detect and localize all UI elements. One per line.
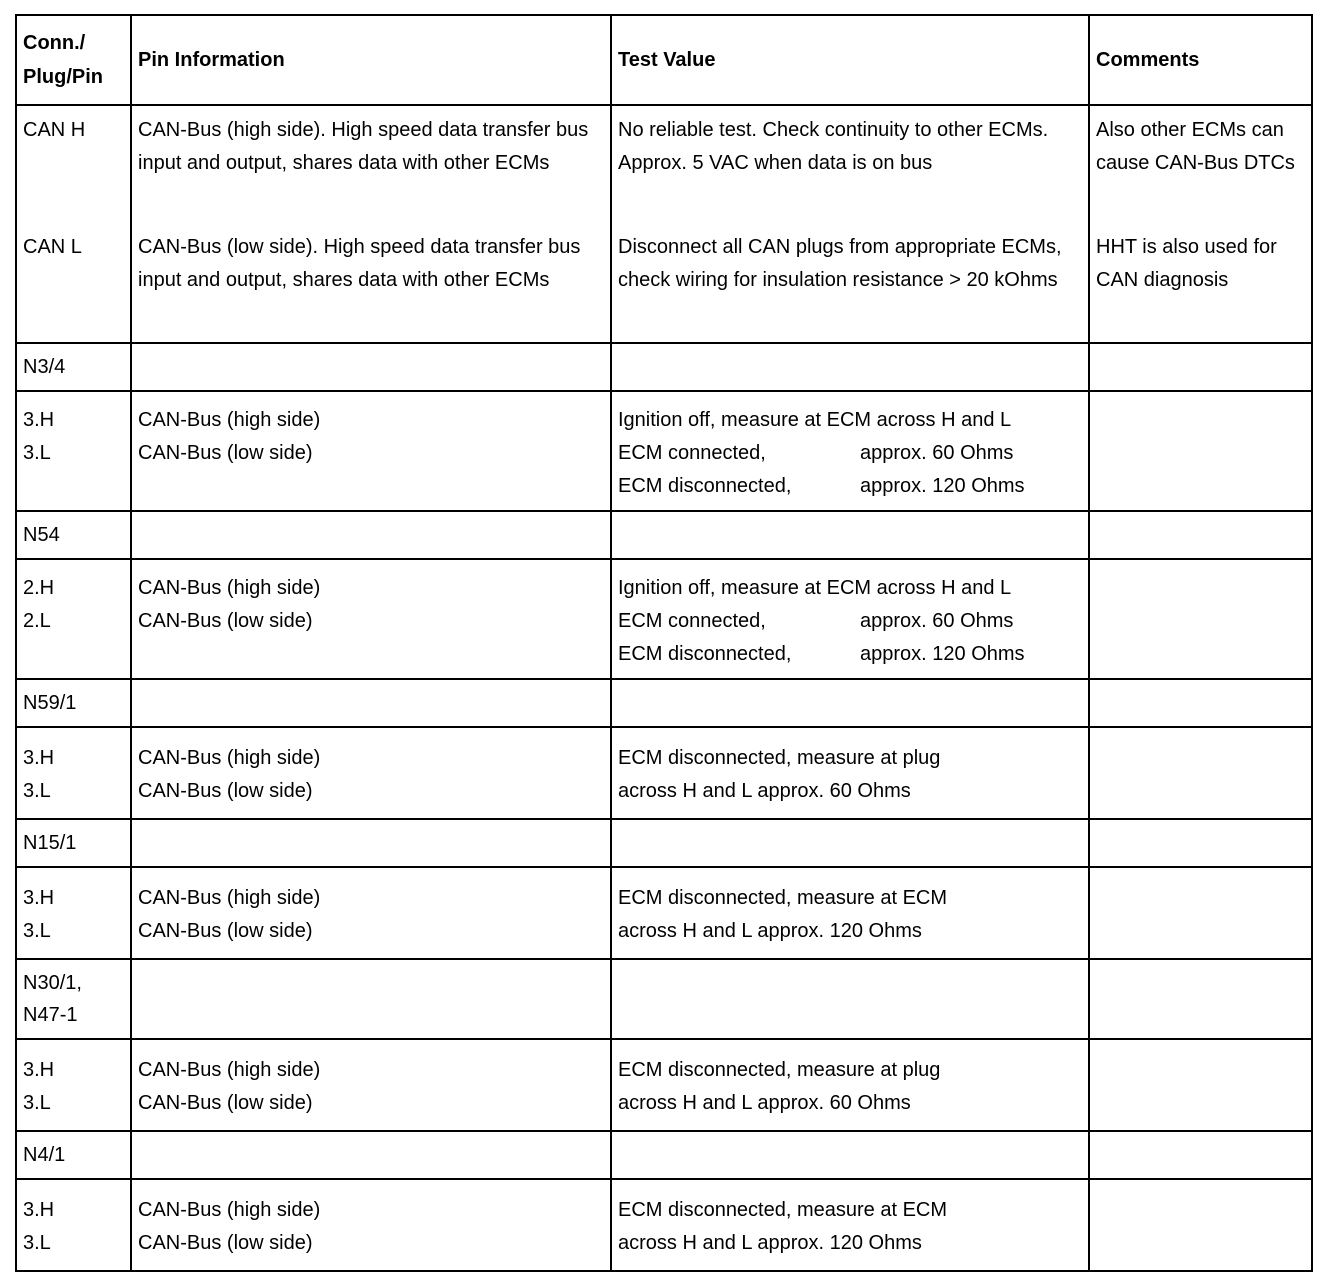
test-can-l: Disconnect all CAN plugs from appropriate ECMs, check wiring for insulation resistance > 20 kOhms: [618, 236, 1062, 291]
test-cell: [611, 1179, 1089, 1271]
connector-label: N59/1: [16, 679, 131, 727]
can-bus-row: [16, 105, 1312, 343]
pin-h: 2.H: [23, 577, 55, 599]
connector-row: [16, 679, 1312, 727]
pin-pair-row: [16, 727, 1312, 819]
pin-l: 2.L: [23, 610, 51, 632]
test-value: approx. 120 Ohms: [860, 475, 1025, 497]
test-line: across H and L approx. 120 Ohms: [618, 1232, 922, 1254]
info-low: CAN-Bus (low side): [138, 1092, 313, 1114]
test-line: across H and L approx. 60 Ohms: [618, 780, 911, 802]
comment-cell: [1089, 105, 1312, 343]
test-cell: [611, 867, 1089, 959]
connector-row: [16, 819, 1312, 867]
connector-label: N30/1, N47-1: [16, 959, 131, 1039]
pin-pair-row: [16, 559, 1312, 679]
pin-l: 3.L: [23, 442, 51, 464]
pin-l: 3.L: [23, 780, 51, 802]
pin-cell: [16, 1179, 131, 1271]
pin-cell: [16, 391, 131, 511]
connector-row: [16, 343, 1312, 391]
info-cell: [131, 727, 611, 819]
pin-h: 3.H: [23, 1059, 55, 1081]
test-line: across H and L approx. 120 Ohms: [618, 920, 922, 942]
test-cell: [611, 391, 1089, 511]
pin-pair-row: [16, 867, 1312, 959]
test-line: ECM disconnected, measure at ECM: [618, 887, 948, 909]
info-low: CAN-Bus (low side): [138, 610, 313, 632]
connector-row: [16, 1131, 1312, 1179]
connector-label: N15/1: [16, 819, 131, 867]
test-value: approx. 60 Ohms: [860, 610, 1014, 632]
info-high: CAN-Bus (high side): [138, 409, 321, 431]
header-test-value: Test Value: [611, 15, 1089, 105]
info-cell: [131, 1179, 611, 1271]
test-line: ECM disconnected, measure at plug: [618, 1059, 941, 1081]
test-label: ECM connected,: [618, 610, 766, 632]
test-cell: [611, 105, 1089, 343]
pin-h: 3.H: [23, 1199, 55, 1221]
test-cell: [611, 1039, 1089, 1131]
header-row: [16, 15, 1312, 105]
info-cell: [131, 1039, 611, 1131]
info-low: CAN-Bus (low side): [138, 1232, 313, 1254]
pin-pair-row: [16, 391, 1312, 511]
test-line: across H and L approx. 60 Ohms: [618, 1092, 911, 1114]
info-low: CAN-Bus (low side): [138, 442, 313, 464]
header-comments: Comments: [1089, 15, 1312, 105]
pin-can-h: CAN H: [23, 119, 86, 141]
pin-cell: [16, 559, 131, 679]
pin-h: 3.H: [23, 887, 55, 909]
info-high: CAN-Bus (high side): [138, 1199, 321, 1221]
test-value: approx. 120 Ohms: [860, 643, 1025, 665]
connector-label: N4/1: [16, 1131, 131, 1179]
pin-cell: [16, 727, 131, 819]
test-value: approx. 60 Ohms: [860, 442, 1014, 464]
pin-pair-row: [16, 1179, 1312, 1271]
comment-can-l: HHT is also used for CAN diagnosis: [1096, 236, 1277, 291]
test-cell: [611, 559, 1089, 679]
pin-pair-row: [16, 1039, 1312, 1131]
pin-h: 3.H: [23, 747, 55, 769]
pin-cell: [16, 105, 131, 343]
pin-h: 3.H: [23, 409, 55, 431]
test-can-h: No reliable test. Check continuity to other ECMs. Approx. 5 VAC when data is on bus: [618, 119, 1049, 174]
test-cell: [611, 727, 1089, 819]
info-low: CAN-Bus (low side): [138, 780, 313, 802]
header-conn-plug-pin: Conn./ Plug/Pin: [16, 15, 131, 105]
info-cell: [131, 867, 611, 959]
test-line: ECM disconnected, measure at ECM: [618, 1199, 948, 1221]
connector-label: N54: [16, 511, 131, 559]
info-high: CAN-Bus (high side): [138, 747, 321, 769]
pin-l: 3.L: [23, 1092, 51, 1114]
test-label: ECM connected,: [618, 442, 766, 464]
pin-cell: [16, 1039, 131, 1131]
test-label: ECM disconnected,: [618, 643, 792, 665]
info-can-l: CAN-Bus (low side). High speed data transfer bus input and output, shares data with other ECMs: [138, 236, 581, 291]
pin-cell: [16, 867, 131, 959]
test-intro: Ignition off, measure at ECM across H and L: [618, 409, 1012, 431]
connector-row: [16, 511, 1312, 559]
info-cell: [131, 559, 611, 679]
info-high: CAN-Bus (high side): [138, 1059, 321, 1081]
comment-can-h: Also other ECMs can cause CAN-Bus DTCs: [1096, 119, 1295, 174]
header-pin-information: Pin Information: [131, 15, 611, 105]
pin-can-l: CAN L: [23, 236, 82, 258]
pin-information-table: [15, 14, 1313, 1272]
info-high: CAN-Bus (high side): [138, 887, 321, 909]
pin-l: 3.L: [23, 920, 51, 942]
test-line: ECM disconnected, measure at plug: [618, 747, 941, 769]
info-cell: [131, 105, 611, 343]
pin-l: 3.L: [23, 1232, 51, 1254]
info-low: CAN-Bus (low side): [138, 920, 313, 942]
test-label: ECM disconnected,: [618, 475, 792, 497]
connector-label: N3/4: [16, 343, 131, 391]
connector-row: [16, 959, 1312, 1039]
info-high: CAN-Bus (high side): [138, 577, 321, 599]
info-cell: [131, 391, 611, 511]
info-can-h: CAN-Bus (high side). High speed data transfer bus input and output, shares data with other ECMs: [138, 119, 589, 174]
test-intro: Ignition off, measure at ECM across H and L: [618, 577, 1012, 599]
